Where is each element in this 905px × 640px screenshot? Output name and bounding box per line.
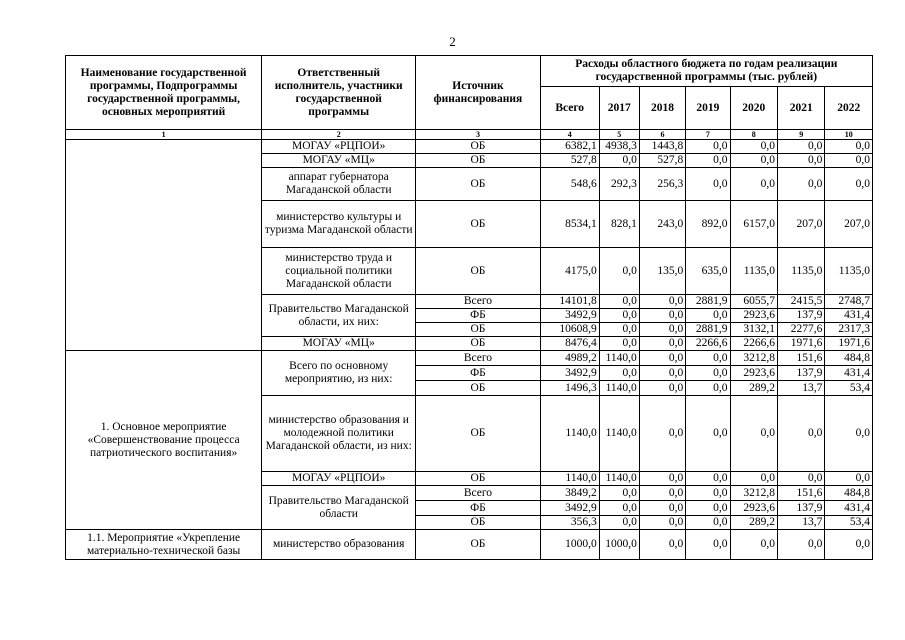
column-index: 2: [262, 130, 416, 140]
year-value-cell: 1135,0: [777, 248, 824, 295]
year-value-cell: 0,0: [730, 154, 777, 168]
header-year: 2021: [777, 87, 824, 130]
column-index: 9: [777, 130, 824, 140]
header-year: 2022: [825, 87, 873, 130]
header-year: 2020: [730, 87, 777, 130]
total-value-cell: 14101,8: [540, 295, 599, 309]
year-value-cell: 13,7: [777, 516, 824, 530]
source-cell: ОБ: [416, 323, 540, 337]
total-value-cell: 4175,0: [540, 248, 599, 295]
year-value-cell: 137,9: [777, 501, 824, 516]
executor-cell: аппарат губернатора Магаданской области: [262, 168, 416, 201]
year-value-cell: 3212,8: [730, 486, 777, 501]
year-value-cell: 0,0: [599, 337, 639, 351]
total-value-cell: 3849,2: [540, 486, 599, 501]
total-value-cell: 8476,4: [540, 337, 599, 351]
year-value-cell: 0,0: [686, 168, 730, 201]
year-value-cell: 0,0: [686, 486, 730, 501]
source-cell: Всего: [416, 351, 540, 366]
year-value-cell: 828,1: [599, 201, 639, 248]
year-value-cell: 0,0: [825, 168, 873, 201]
year-value-cell: 1971,6: [777, 337, 824, 351]
year-value-cell: 2266,6: [686, 337, 730, 351]
year-value-cell: 0,0: [686, 530, 730, 560]
header-executor: Ответственный исполнитель, участники государственной программы: [262, 56, 416, 130]
year-value-cell: 292,3: [599, 168, 639, 201]
year-value-cell: 0,0: [639, 381, 685, 396]
table-row: [66, 351, 873, 366]
year-value-cell: 0,0: [686, 309, 730, 323]
year-value-cell: 207,0: [825, 201, 873, 248]
year-value-cell: 1971,6: [825, 337, 873, 351]
year-value-cell: 151,6: [777, 486, 824, 501]
column-index: 8: [730, 130, 777, 140]
table-row: [66, 140, 873, 154]
year-value-cell: 0,0: [639, 309, 685, 323]
total-value-cell: 4989,2: [540, 351, 599, 366]
year-value-cell: 0,0: [639, 351, 685, 366]
budget-table: [65, 55, 873, 560]
total-value-cell: 356,3: [540, 516, 599, 530]
total-value-cell: 8534,1: [540, 201, 599, 248]
year-value-cell: 635,0: [686, 248, 730, 295]
year-value-cell: 4938,3: [599, 140, 639, 154]
year-value-cell: 2881,9: [686, 323, 730, 337]
source-cell: ОБ: [416, 396, 540, 472]
executor-cell: МОГАУ «МЦ»: [262, 154, 416, 168]
year-value-cell: 0,0: [639, 337, 685, 351]
year-value-cell: 3212,8: [730, 351, 777, 366]
year-value-cell: 0,0: [599, 486, 639, 501]
source-cell: ФБ: [416, 366, 540, 381]
executor-cell: МОГАУ «РЦПОИ»: [262, 140, 416, 154]
year-value-cell: 0,0: [599, 309, 639, 323]
year-value-cell: 0,0: [777, 140, 824, 154]
column-index: 6: [639, 130, 685, 140]
header-total: Всего: [540, 87, 599, 130]
executor-cell: Правительство Магаданской области, их них:: [262, 295, 416, 337]
source-cell: Всего: [416, 295, 540, 309]
year-value-cell: 0,0: [639, 486, 685, 501]
source-cell: ОБ: [416, 140, 540, 154]
column-index: 3: [416, 130, 540, 140]
year-value-cell: 0,0: [639, 530, 685, 560]
year-value-cell: 2317,3: [825, 323, 873, 337]
year-value-cell: 431,4: [825, 366, 873, 381]
year-value-cell: 0,0: [730, 140, 777, 154]
year-value-cell: 0,0: [730, 472, 777, 486]
year-value-cell: 0,0: [686, 140, 730, 154]
year-value-cell: 0,0: [730, 168, 777, 201]
header-year: 2018: [639, 87, 685, 130]
year-value-cell: 137,9: [777, 309, 824, 323]
year-value-cell: 0,0: [686, 501, 730, 516]
year-value-cell: 0,0: [686, 351, 730, 366]
column-index: 1: [66, 130, 262, 140]
year-value-cell: 0,0: [777, 154, 824, 168]
year-value-cell: 1140,0: [599, 351, 639, 366]
year-value-cell: 0,0: [639, 472, 685, 486]
header-year: 2017: [599, 87, 639, 130]
year-value-cell: 1140,0: [599, 396, 639, 472]
year-value-cell: 0,0: [639, 366, 685, 381]
year-value-cell: 0,0: [639, 501, 685, 516]
executor-cell: министерство образования и молодежной политики Магаданской области, из них:: [262, 396, 416, 472]
source-cell: ФБ: [416, 501, 540, 516]
executor-cell: Правительство Магаданской области: [262, 486, 416, 530]
year-value-cell: 135,0: [639, 248, 685, 295]
total-value-cell: 1000,0: [540, 530, 599, 560]
year-value-cell: 0,0: [730, 530, 777, 560]
column-index: 7: [686, 130, 730, 140]
total-value-cell: 1140,0: [540, 396, 599, 472]
year-value-cell: 2923,6: [730, 366, 777, 381]
year-value-cell: 0,0: [686, 396, 730, 472]
year-value-cell: 0,0: [777, 396, 824, 472]
year-value-cell: 0,0: [599, 295, 639, 309]
year-value-cell: 289,2: [730, 516, 777, 530]
executor-cell: МОГАУ «МЦ»: [262, 337, 416, 351]
column-index: 5: [599, 130, 639, 140]
year-value-cell: 892,0: [686, 201, 730, 248]
column-index: 4: [540, 130, 599, 140]
year-value-cell: 151,6: [777, 351, 824, 366]
year-value-cell: 0,0: [599, 366, 639, 381]
source-cell: ОБ: [416, 337, 540, 351]
year-value-cell: 0,0: [686, 366, 730, 381]
year-value-cell: 0,0: [825, 140, 873, 154]
source-cell: Всего: [416, 486, 540, 501]
year-value-cell: 2881,9: [686, 295, 730, 309]
total-value-cell: 1140,0: [540, 472, 599, 486]
year-value-cell: 53,4: [825, 516, 873, 530]
executor-cell: министерство культуры и туризма Магаданской области: [262, 201, 416, 248]
program-name-cell: [66, 140, 262, 351]
year-value-cell: 0,0: [686, 154, 730, 168]
year-value-cell: 431,4: [825, 309, 873, 323]
year-value-cell: 0,0: [599, 248, 639, 295]
source-cell: ОБ: [416, 248, 540, 295]
year-value-cell: 0,0: [777, 168, 824, 201]
source-cell: ОБ: [416, 381, 540, 396]
year-value-cell: 1135,0: [730, 248, 777, 295]
year-value-cell: 0,0: [825, 396, 873, 472]
executor-cell: министерство образования: [262, 530, 416, 560]
year-value-cell: 0,0: [686, 381, 730, 396]
total-value-cell: 6382,1: [540, 140, 599, 154]
year-value-cell: 0,0: [599, 516, 639, 530]
year-value-cell: 484,8: [825, 351, 873, 366]
total-value-cell: 3492,9: [540, 309, 599, 323]
year-value-cell: 2748,7: [825, 295, 873, 309]
year-value-cell: 2277,6: [777, 323, 824, 337]
table-row: [66, 530, 873, 560]
year-value-cell: 2266,6: [730, 337, 777, 351]
total-value-cell: 3492,9: [540, 366, 599, 381]
header-year: 2019: [686, 87, 730, 130]
year-value-cell: 0,0: [825, 530, 873, 560]
total-value-cell: 548,6: [540, 168, 599, 201]
header-source: Источник финансирования: [416, 56, 540, 130]
year-value-cell: 0,0: [686, 472, 730, 486]
year-value-cell: 0,0: [777, 472, 824, 486]
source-cell: ОБ: [416, 201, 540, 248]
year-value-cell: 256,3: [639, 168, 685, 201]
year-value-cell: 0,0: [730, 396, 777, 472]
total-value-cell: 10608,9: [540, 323, 599, 337]
year-value-cell: 431,4: [825, 501, 873, 516]
year-value-cell: 243,0: [639, 201, 685, 248]
source-cell: ОБ: [416, 530, 540, 560]
header-budget: Расходы областного бюджета по годам реализации государственной программы (тыс. рублей): [540, 56, 872, 87]
year-value-cell: 53,4: [825, 381, 873, 396]
year-value-cell: 0,0: [686, 516, 730, 530]
year-value-cell: 207,0: [777, 201, 824, 248]
year-value-cell: 1443,8: [639, 140, 685, 154]
year-value-cell: 2415,5: [777, 295, 824, 309]
year-value-cell: 2923,6: [730, 309, 777, 323]
column-index: 10: [825, 130, 873, 140]
executor-cell: МОГАУ «РЦПОИ»: [262, 472, 416, 486]
total-value-cell: 1496,3: [540, 381, 599, 396]
year-value-cell: 1135,0: [825, 248, 873, 295]
year-value-cell: 0,0: [825, 472, 873, 486]
year-value-cell: 0,0: [639, 516, 685, 530]
total-value-cell: 527,8: [540, 154, 599, 168]
year-value-cell: 0,0: [825, 154, 873, 168]
year-value-cell: 0,0: [639, 295, 685, 309]
page-number: 2: [449, 34, 456, 49]
source-cell: ОБ: [416, 472, 540, 486]
executor-cell: Всего по основному мероприятию, из них:: [262, 351, 416, 396]
program-name-cell: 1.1. Мероприятие «Укрепление материально-технической базы: [66, 530, 262, 560]
year-value-cell: 527,8: [639, 154, 685, 168]
year-value-cell: 0,0: [777, 530, 824, 560]
year-value-cell: 484,8: [825, 486, 873, 501]
year-value-cell: 6157,0: [730, 201, 777, 248]
year-value-cell: 0,0: [639, 396, 685, 472]
year-value-cell: 0,0: [599, 501, 639, 516]
program-name-cell: 1. Основное мероприятие «Совершенствование процесса патриотического воспитания»: [66, 351, 262, 530]
total-value-cell: 3492,9: [540, 501, 599, 516]
source-cell: ОБ: [416, 516, 540, 530]
year-value-cell: 137,9: [777, 366, 824, 381]
year-value-cell: 13,7: [777, 381, 824, 396]
source-cell: ОБ: [416, 154, 540, 168]
executor-cell: министерство труда и социальной политики Магаданской области: [262, 248, 416, 295]
year-value-cell: 0,0: [639, 323, 685, 337]
header-program-name: Наименование государственной программы, Подпрограммы государственной программы, основных мероприятий: [66, 56, 262, 130]
source-cell: ФБ: [416, 309, 540, 323]
year-value-cell: 2923,6: [730, 501, 777, 516]
column-index-row: [66, 130, 873, 140]
year-value-cell: 1140,0: [599, 472, 639, 486]
source-cell: ОБ: [416, 168, 540, 201]
year-value-cell: 0,0: [599, 323, 639, 337]
year-value-cell: 1140,0: [599, 381, 639, 396]
year-value-cell: 0,0: [599, 154, 639, 168]
year-value-cell: 6055,7: [730, 295, 777, 309]
year-value-cell: 1000,0: [599, 530, 639, 560]
year-value-cell: 289,2: [730, 381, 777, 396]
year-value-cell: 3132,1: [730, 323, 777, 337]
